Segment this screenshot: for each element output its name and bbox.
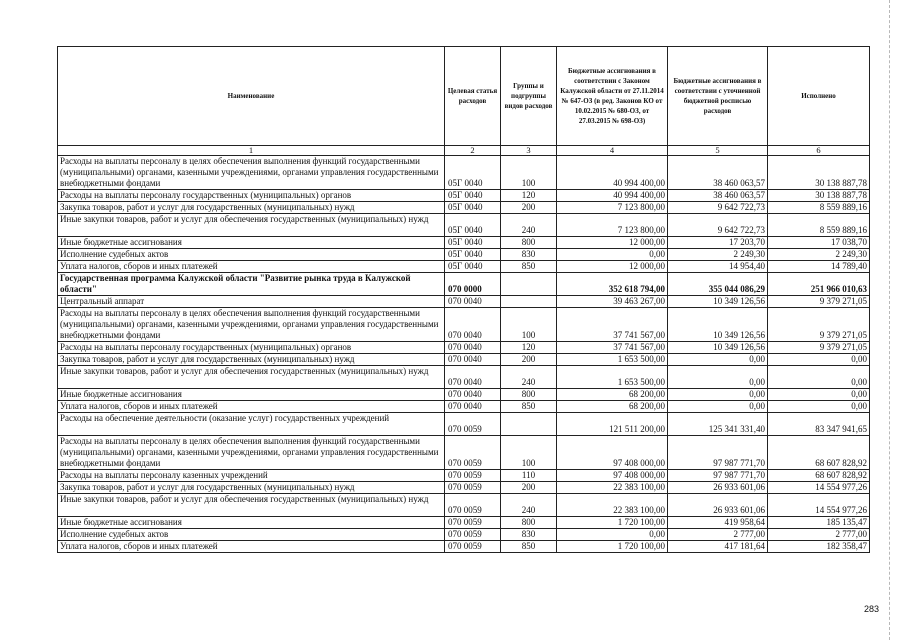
row-budget-assignment: 97 408 000,00: [557, 436, 668, 470]
table-row: [58, 354, 870, 366]
row-budget-assignment: 22 383 100,00: [557, 494, 668, 517]
row-expense-group: 200: [501, 482, 557, 494]
row-executed: 14 554 977,26: [768, 494, 870, 517]
table-row: [58, 389, 870, 401]
row-budget-assignment: 7 123 800,00: [557, 202, 668, 214]
table-header: [58, 47, 870, 146]
row-expense-group: 240: [501, 366, 557, 389]
row-executed: 83 347 941,65: [768, 413, 870, 436]
table-row: [58, 470, 870, 482]
row-expense-group: 830: [501, 249, 557, 261]
row-expense-group: 830: [501, 529, 557, 541]
row-target-article: 070 0040: [445, 342, 501, 354]
row-expense-group: 800: [501, 517, 557, 529]
row-expense-group: 850: [501, 541, 557, 553]
table-row: [58, 249, 870, 261]
column-number: 1: [58, 146, 445, 156]
row-target-article: 05Г 0040: [445, 202, 501, 214]
row-name: Закупка товаров, работ и услуг для государственных (муниципальных) нужд: [58, 482, 445, 494]
row-executed: 14 554 977,26: [768, 482, 870, 494]
row-name: Исполнение судебных актов: [58, 529, 445, 541]
row-adjusted-assignment: 0,00: [668, 401, 768, 413]
row-executed: 8 559 889,16: [768, 214, 870, 237]
row-name: Иные закупки товаров, работ и услуг для обеспечения государственных (муниципальных) нужд: [58, 494, 445, 517]
table-row: [58, 413, 870, 436]
row-adjusted-assignment: 0,00: [668, 389, 768, 401]
row-name: Государственная программа Калужской области "Развитие рынка труда в Калужской области": [58, 273, 445, 296]
row-budget-assignment: 1 653 500,00: [557, 366, 668, 389]
row-expense-group: [501, 413, 557, 436]
row-budget-assignment: 1 720 100,00: [557, 541, 668, 553]
row-executed: 9 379 271,05: [768, 296, 870, 308]
table-row: [58, 308, 870, 342]
table-row: [58, 237, 870, 249]
row-adjusted-assignment: 97 987 771,70: [668, 470, 768, 482]
row-budget-assignment: 40 994 400,00: [557, 156, 668, 190]
header-adjusted-assignments: Бюджетные ассигнования в соответствии с уточненной бюджетной росписью расходов: [668, 47, 768, 146]
row-name: Расходы на выплаты персоналу казенных учреждений: [58, 470, 445, 482]
row-executed: 9 379 271,05: [768, 308, 870, 342]
row-adjusted-assignment: 10 349 126,56: [668, 296, 768, 308]
row-adjusted-assignment: 26 933 601,06: [668, 482, 768, 494]
table-row: [58, 296, 870, 308]
row-adjusted-assignment: 97 987 771,70: [668, 436, 768, 470]
row-expense-group: 200: [501, 202, 557, 214]
row-adjusted-assignment: 38 460 063,57: [668, 190, 768, 202]
row-expense-group: 240: [501, 214, 557, 237]
row-name: Иные закупки товаров, работ и услуг для обеспечения государственных (муниципальных) нужд: [58, 214, 445, 237]
row-name: Уплата налогов, сборов и иных платежей: [58, 541, 445, 553]
row-name: Расходы на выплаты персоналу государственных (муниципальных) органов: [58, 342, 445, 354]
header-expense-groups: Группы и подгруппы видов расходов: [501, 47, 557, 146]
row-adjusted-assignment: 26 933 601,06: [668, 494, 768, 517]
row-adjusted-assignment: 417 181,64: [668, 541, 768, 553]
column-number-row: [58, 146, 870, 156]
row-budget-assignment: 12 000,00: [557, 261, 668, 273]
table-row: [58, 494, 870, 517]
row-budget-assignment: 22 383 100,00: [557, 482, 668, 494]
row-expense-group: 100: [501, 156, 557, 190]
table-row: [58, 482, 870, 494]
row-adjusted-assignment: 0,00: [668, 366, 768, 389]
page-number: 283: [864, 604, 880, 614]
row-target-article: 070 0059: [445, 517, 501, 529]
row-name: Расходы на выплаты персоналу государственных (муниципальных) органов: [58, 190, 445, 202]
row-name: Иные бюджетные ассигнования: [58, 389, 445, 401]
row-budget-assignment: 40 994 400,00: [557, 190, 668, 202]
row-executed: 2 777,00: [768, 529, 870, 541]
table-row: [58, 541, 870, 553]
row-target-article: 070 0059: [445, 413, 501, 436]
row-name: Расходы на выплаты персоналу в целях обеспечения выполнения функций государственными (муниципальными) органами, казенными учреждениями, органами управления государственными внебюджетными фондами: [58, 436, 445, 470]
row-executed: 68 607 828,92: [768, 436, 870, 470]
row-executed: 14 789,40: [768, 261, 870, 273]
row-target-article: 05Г 0040: [445, 261, 501, 273]
row-executed: 30 138 887,78: [768, 190, 870, 202]
row-executed: 0,00: [768, 354, 870, 366]
row-target-article: 070 0040: [445, 354, 501, 366]
row-name: Закупка товаров, работ и услуг для государственных (муниципальных) нужд: [58, 202, 445, 214]
row-budget-assignment: 68 200,00: [557, 401, 668, 413]
header-budget-assignments: Бюджетные ассигнования в соответствии с Законом Калужской области от 27.11.2014 № 647-ОЗ (в ред. Законов КО от 10.02.2015 № 680-ОЗ, от 27.03.2015 № 698-ОЗ): [557, 47, 668, 146]
table-row: [58, 190, 870, 202]
row-target-article: 070 0059: [445, 436, 501, 470]
table-row: [58, 273, 870, 296]
row-budget-assignment: 0,00: [557, 249, 668, 261]
row-name: Расходы на обеспечение деятельности (оказание услуг) государственных учреждений: [58, 413, 445, 436]
table-row: [58, 156, 870, 190]
row-budget-assignment: 7 123 800,00: [557, 214, 668, 237]
row-target-article: 05Г 0040: [445, 214, 501, 237]
table-body: [58, 146, 870, 553]
row-adjusted-assignment: 17 203,70: [668, 237, 768, 249]
row-budget-assignment: 352 618 794,00: [557, 273, 668, 296]
row-name: Исполнение судебных актов: [58, 249, 445, 261]
row-adjusted-assignment: 10 349 126,56: [668, 308, 768, 342]
row-adjusted-assignment: 125 341 331,40: [668, 413, 768, 436]
row-executed: 251 966 010,63: [768, 273, 870, 296]
column-number: 2: [445, 146, 501, 156]
row-adjusted-assignment: 419 958,64: [668, 517, 768, 529]
row-budget-assignment: 1 720 100,00: [557, 517, 668, 529]
row-target-article: 070 0059: [445, 482, 501, 494]
row-adjusted-assignment: 14 954,40: [668, 261, 768, 273]
row-budget-assignment: 0,00: [557, 529, 668, 541]
row-target-article: 070 0059: [445, 541, 501, 553]
table-row: [58, 436, 870, 470]
row-name: Уплата налогов, сборов и иных платежей: [58, 401, 445, 413]
row-expense-group: 200: [501, 354, 557, 366]
column-number: 4: [557, 146, 668, 156]
row-target-article: 05Г 0040: [445, 190, 501, 202]
row-executed: 2 249,30: [768, 249, 870, 261]
table-row: [58, 366, 870, 389]
row-adjusted-assignment: 10 349 126,56: [668, 342, 768, 354]
row-target-article: 070 0040: [445, 296, 501, 308]
table-row: [58, 202, 870, 214]
row-executed: 68 607 828,92: [768, 470, 870, 482]
header-name: Наименование: [58, 47, 445, 146]
table-row: [58, 401, 870, 413]
row-executed: 0,00: [768, 389, 870, 401]
page-edge-dashed-line: [889, 0, 890, 640]
row-budget-assignment: 37 741 567,00: [557, 308, 668, 342]
row-expense-group: 100: [501, 308, 557, 342]
row-expense-group: 120: [501, 190, 557, 202]
row-executed: 0,00: [768, 401, 870, 413]
row-expense-group: 850: [501, 401, 557, 413]
row-name: Иные бюджетные ассигнования: [58, 517, 445, 529]
row-adjusted-assignment: 38 460 063,57: [668, 156, 768, 190]
row-adjusted-assignment: 2 777,00: [668, 529, 768, 541]
row-adjusted-assignment: 0,00: [668, 354, 768, 366]
row-name: Уплата налогов, сборов и иных платежей: [58, 261, 445, 273]
row-executed: 182 358,47: [768, 541, 870, 553]
row-expense-group: 800: [501, 237, 557, 249]
row-expense-group: 120: [501, 342, 557, 354]
row-name: Закупка товаров, работ и услуг для государственных (муниципальных) нужд: [58, 354, 445, 366]
row-target-article: 070 0040: [445, 401, 501, 413]
row-name: Иные закупки товаров, работ и услуг для обеспечения государственных (муниципальных) нужд: [58, 366, 445, 389]
row-name: Иные бюджетные ассигнования: [58, 237, 445, 249]
row-name: Расходы на выплаты персоналу в целях обеспечения выполнения функций государственными (муниципальными) органами, казенными учреждениями, органами управления государственными внебюджетными фондами: [58, 156, 445, 190]
row-budget-assignment: 68 200,00: [557, 389, 668, 401]
table-row: [58, 342, 870, 354]
row-expense-group: 100: [501, 436, 557, 470]
table-row: [58, 261, 870, 273]
row-target-article: 05Г 0040: [445, 156, 501, 190]
row-executed: 9 379 271,05: [768, 342, 870, 354]
row-adjusted-assignment: 9 642 722,73: [668, 202, 768, 214]
row-expense-group: 240: [501, 494, 557, 517]
table-row: [58, 517, 870, 529]
row-expense-group: [501, 273, 557, 296]
row-executed: 17 038,70: [768, 237, 870, 249]
row-budget-assignment: 37 741 567,00: [557, 342, 668, 354]
row-budget-assignment: 97 408 000,00: [557, 470, 668, 482]
row-target-article: 05Г 0040: [445, 237, 501, 249]
row-budget-assignment: 12 000,00: [557, 237, 668, 249]
row-budget-assignment: 121 511 200,00: [557, 413, 668, 436]
column-number: 6: [768, 146, 870, 156]
column-number: 3: [501, 146, 557, 156]
row-adjusted-assignment: 2 249,30: [668, 249, 768, 261]
table-row: [58, 529, 870, 541]
row-adjusted-assignment: 9 642 722,73: [668, 214, 768, 237]
row-target-article: 070 0040: [445, 389, 501, 401]
row-executed: 8 559 889,16: [768, 202, 870, 214]
row-target-article: 070 0000: [445, 273, 501, 296]
row-budget-assignment: 39 463 267,00: [557, 296, 668, 308]
header-target-article: Целевая статья расходов: [445, 47, 501, 146]
row-target-article: 070 0059: [445, 470, 501, 482]
row-expense-group: 800: [501, 389, 557, 401]
row-target-article: 05Г 0040: [445, 249, 501, 261]
row-name: Расходы на выплаты персоналу в целях обеспечения выполнения функций государственными (муниципальными) органами, казенными учреждениями, органами управления государственными внебюджетными фондами: [58, 308, 445, 342]
row-target-article: 070 0059: [445, 529, 501, 541]
row-budget-assignment: 1 653 500,00: [557, 354, 668, 366]
budget-execution-table: [57, 46, 870, 553]
row-executed: 185 135,47: [768, 517, 870, 529]
row-expense-group: 110: [501, 470, 557, 482]
row-expense-group: 850: [501, 261, 557, 273]
row-executed: 0,00: [768, 366, 870, 389]
header-executed: Исполнено: [768, 47, 870, 146]
column-number: 5: [668, 146, 768, 156]
row-executed: 30 138 887,78: [768, 156, 870, 190]
row-name: Центральный аппарат: [58, 296, 445, 308]
table-row: [58, 214, 870, 237]
row-expense-group: [501, 296, 557, 308]
row-target-article: 070 0040: [445, 308, 501, 342]
row-adjusted-assignment: 355 044 086,29: [668, 273, 768, 296]
row-target-article: 070 0059: [445, 494, 501, 517]
row-target-article: 070 0040: [445, 366, 501, 389]
